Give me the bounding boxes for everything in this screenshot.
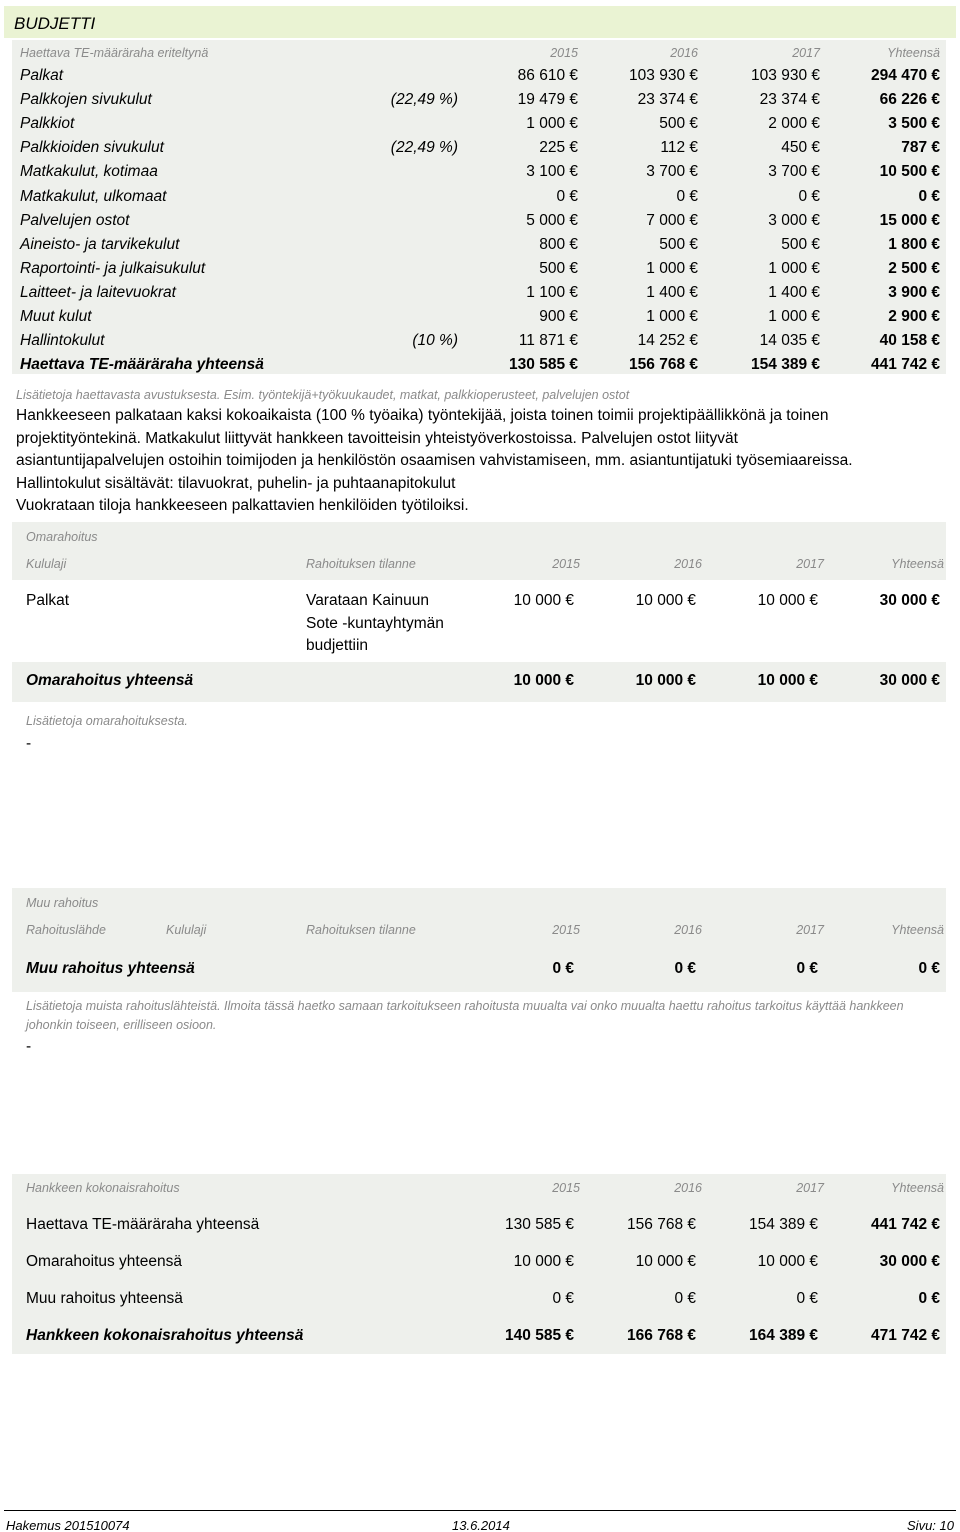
- oma-row-2017: 10 000 €: [757, 592, 818, 609]
- te-total-2017: 154 389 €: [751, 356, 820, 373]
- te-row-2017: 103 930 €: [751, 67, 820, 84]
- te-row-total: 3 500 €: [888, 115, 940, 133]
- te-row-total: 3 900 €: [888, 283, 940, 301]
- te-total-2016: 156 768 €: [629, 356, 698, 373]
- kok-row-2016: 10 000 €: [635, 1253, 696, 1270]
- te-row-2016: 14 252 €: [637, 332, 698, 350]
- te-info-text: [16, 405, 853, 518]
- muu-header-type: Kululaji: [166, 923, 207, 937]
- te-row: [12, 112, 946, 134]
- muu-info-box: [12, 992, 946, 1174]
- te-row-2016: 500 €: [659, 235, 698, 253]
- kok-header-2016: 2016: [674, 1181, 702, 1195]
- kok-total-2015: 140 585 €: [505, 1327, 574, 1344]
- te-total-sum: 441 742 €: [871, 356, 940, 373]
- te-row-2015: 1 000 €: [526, 115, 578, 133]
- te-row-2015: 500 €: [539, 259, 578, 277]
- kok-row-2015: 0 €: [552, 1290, 574, 1307]
- te-info-line: Hankkeeseen palkataan kaksi kokoaikaista (100 % työaika) työntekijää, joista toinen toimii projektipäällikkönä ja toinen: [16, 407, 829, 424]
- te-row-label: Aineisto- ja tarvikekulut: [20, 235, 180, 253]
- te-row-2016: 0 €: [676, 187, 698, 205]
- kok-total-label: Hankkeen kokonaisrahoitus yhteensä: [26, 1327, 304, 1344]
- footer-divider: [4, 1510, 956, 1511]
- te-row: [12, 185, 946, 207]
- muu-header-2015: 2015: [552, 923, 580, 937]
- oma-info-box: [12, 706, 946, 888]
- kok-header-2015: 2015: [552, 1181, 580, 1195]
- muu-total-2015: 0 €: [552, 960, 574, 977]
- te-row-percent: (22,49 %): [390, 91, 458, 109]
- te-info-line: projektityöntekinä. Matkakulut liittyvät hankkeen tavoitteisin yhteistyöverkostoissa. Palvelujen ostot liityvät: [16, 429, 738, 447]
- oma-total-2016: 10 000 €: [635, 672, 696, 689]
- kok-row-label: Omarahoitus yhteensä: [26, 1253, 182, 1270]
- omarahoitus-section: [12, 522, 946, 702]
- muu-section-label: Muu rahoitus: [26, 896, 99, 910]
- te-info-box: [12, 382, 946, 522]
- kokonaisrahoitus-section: [12, 1174, 946, 1354]
- te-row-2016: 23 374 €: [637, 91, 698, 109]
- muu-rahoitus-section: [12, 888, 946, 992]
- te-row-total: 294 470 €: [871, 67, 940, 84]
- te-header-total: Yhteensä: [887, 46, 940, 60]
- kok-row-2016: 0 €: [674, 1290, 696, 1307]
- te-row: [12, 305, 946, 327]
- te-row-2017: 14 035 €: [759, 332, 820, 350]
- te-row-2017: 23 374 €: [759, 91, 820, 109]
- oma-total-2015: 10 000 €: [513, 672, 574, 689]
- te-row-2017: 3 700 €: [768, 163, 820, 181]
- te-row-2017: 500 €: [781, 235, 820, 253]
- te-row: [12, 136, 946, 158]
- te-row-2015: 11 871 €: [518, 332, 578, 350]
- kok-row-label: Muu rahoitus yhteensä: [26, 1290, 183, 1307]
- te-row: [12, 257, 946, 279]
- te-header-2015: 2015: [550, 46, 578, 60]
- muu-total-2016: 0 €: [674, 960, 696, 977]
- kok-row-2017: 10 000 €: [757, 1253, 818, 1270]
- te-header-label: Haettava TE-määräraha eriteltynä: [20, 46, 209, 60]
- kok-row-2017: 0 €: [796, 1290, 818, 1307]
- oma-row-2016: 10 000 €: [635, 592, 696, 609]
- te-row: [12, 233, 946, 255]
- oma-status-line: Sote -kuntayhtymän: [306, 614, 444, 632]
- te-row-2016: 7 000 €: [646, 211, 698, 229]
- muu-header-total: Yhteensä: [891, 923, 944, 937]
- muu-info-hint: [26, 997, 904, 1035]
- te-row: [12, 281, 946, 303]
- te-row-2015: 225 €: [539, 139, 578, 157]
- te-row: [12, 160, 946, 182]
- kok-row-2017: 154 389 €: [749, 1216, 818, 1233]
- te-row-label: Palkkojen sivukulut: [20, 91, 152, 109]
- kok-total-2016: 166 768 €: [627, 1327, 696, 1344]
- te-row-percent: (22,49 %): [390, 139, 458, 157]
- oma-header-2017: 2017: [796, 557, 824, 571]
- oma-status-line: budjettiin: [306, 637, 369, 654]
- muu-info-hint-line: Lisätietoja muista rahoituslähteistä. Ilmoita tässä haetko samaan tarkoitukseen rahoitusta muualta vai onko muualta haettu rahoitus tarkoitus käyttää hankkeen: [26, 999, 904, 1013]
- te-row-total: 2 900 €: [888, 308, 940, 325]
- te-row-label: Palkkioiden sivukulut: [20, 139, 164, 157]
- te-row-2016: 1 400 €: [646, 283, 698, 301]
- te-header-2017: 2017: [792, 46, 820, 60]
- page-title: BUDJETTI: [14, 14, 96, 33]
- footer-page: Sivu: 10: [907, 1518, 954, 1532]
- te-row-2017: 1 400 €: [768, 283, 820, 301]
- muu-total-label: Muu rahoitus yhteensä: [26, 960, 195, 977]
- te-row-label: Palvelujen ostot: [20, 211, 130, 229]
- kok-total-2017: 164 389 €: [749, 1327, 818, 1344]
- te-row-2016: 1 000 €: [646, 259, 698, 277]
- kok-header-label: Hankkeen kokonaisrahoitus: [26, 1181, 180, 1195]
- muu-header-source: Rahoituslähde: [26, 923, 106, 937]
- te-row: [12, 209, 946, 231]
- te-row: [12, 88, 946, 110]
- te-row-2017: 0 €: [798, 187, 820, 205]
- oma-header-type: Kululaji: [26, 557, 67, 571]
- oma-total-sum: 30 000 €: [879, 672, 940, 689]
- te-row-total: 2 500 €: [888, 259, 940, 277]
- te-row-2016: 112 €: [660, 139, 698, 157]
- te-row-total: 1 800 €: [888, 235, 940, 253]
- te-row-2017: 2 000 €: [768, 115, 820, 133]
- te-row-2015: 3 100 €: [526, 163, 578, 181]
- te-row-2017: 3 000 €: [768, 211, 820, 229]
- muu-header-2016: 2016: [674, 923, 702, 937]
- te-row: [12, 329, 946, 351]
- te-row-total: 15 000 €: [879, 211, 940, 229]
- kok-row-total: 0 €: [918, 1290, 940, 1307]
- kok-header-total: Yhteensä: [891, 1181, 944, 1195]
- te-header-2016: 2016: [670, 46, 698, 60]
- te-row-2016: 3 700 €: [646, 163, 698, 181]
- te-row-2017: 1 000 €: [768, 308, 820, 325]
- oma-section-label: Omarahoitus: [26, 530, 98, 544]
- te-row-2015: 86 610 €: [517, 67, 578, 84]
- te-row-2015: 800 €: [539, 235, 578, 253]
- te-row-2016: 103 930 €: [629, 67, 698, 84]
- te-row-label: Matkakulut, ulkomaat: [20, 187, 167, 205]
- te-row-2017: 1 000 €: [768, 259, 820, 277]
- oma-info-hint: Lisätietoja omarahoituksesta.: [26, 714, 188, 728]
- te-row-label: Muut kulut: [20, 308, 92, 325]
- te-row-2015: 0 €: [556, 187, 578, 205]
- te-row: [12, 64, 946, 86]
- te-row-total: 40 158 €: [879, 332, 940, 350]
- te-total-2015: 130 585 €: [509, 356, 578, 373]
- oma-row-2015: 10 000 €: [513, 592, 574, 609]
- kok-row-total: 30 000 €: [879, 1253, 940, 1270]
- kok-row-label: Haettava TE-määräraha yhteensä: [26, 1216, 260, 1233]
- te-row-label: Matkakulut, kotimaa: [20, 163, 158, 181]
- te-row-percent: (10 %): [412, 332, 458, 350]
- te-info-line: Vuokrataan tiloja hankkeeseen palkattavien henkilöiden työtiloiksi.: [16, 497, 469, 514]
- oma-header-status: Rahoituksen tilanne: [306, 557, 416, 571]
- oma-header-2016: 2016: [674, 557, 702, 571]
- te-row-total: 787 €: [901, 139, 940, 157]
- kok-row-total: 441 742 €: [871, 1216, 940, 1233]
- section-title-bar: [4, 6, 956, 38]
- te-row-2016: 500 €: [659, 115, 698, 133]
- muu-header-2017: 2017: [796, 923, 824, 937]
- te-total-row: [12, 353, 946, 375]
- oma-row: [12, 580, 946, 662]
- oma-row-status: [306, 590, 444, 658]
- kok-row-2015: 10 000 €: [513, 1253, 574, 1270]
- te-row-2016: 1 000 €: [646, 308, 698, 325]
- te-row-total: 10 500 €: [879, 163, 940, 181]
- oma-total-2017: 10 000 €: [757, 672, 818, 689]
- muu-total-sum: 0 €: [918, 960, 940, 977]
- te-row-2015: 19 479 €: [517, 91, 578, 109]
- oma-header-total: Yhteensä: [891, 557, 944, 571]
- te-row-label: Palkkiot: [20, 115, 75, 133]
- te-row-2015: 5 000 €: [526, 211, 578, 229]
- te-row-label: Hallintokulut: [20, 332, 105, 350]
- te-total-label: Haettava TE-määräraha yhteensä: [20, 356, 264, 373]
- kok-row-2016: 156 768 €: [627, 1216, 696, 1233]
- oma-header-2015: 2015: [552, 557, 580, 571]
- te-row-total: 66 226 €: [879, 91, 940, 109]
- muu-header-status: Rahoituksen tilanne: [306, 923, 416, 937]
- muu-total-2017: 0 €: [796, 960, 818, 977]
- te-row-2015: 900 €: [539, 308, 578, 325]
- te-row-label: Palkat: [20, 67, 64, 84]
- te-info-line: asiantuntijapalvelujen ostoihin toimijoden ja henkilöstön osaamisen vahvistamiseen, mm. asiantuntijatuki työsemiaareissa.: [16, 452, 853, 469]
- footer-application-id: Hakemus 201510074: [6, 1518, 130, 1532]
- te-row-2017: 450 €: [781, 139, 820, 157]
- oma-row-type: Palkat: [26, 592, 70, 609]
- te-row-total: 0 €: [918, 187, 940, 205]
- oma-info-value: -: [26, 735, 32, 752]
- te-row-label: Laitteet- ja laitevuokrat: [20, 283, 176, 301]
- oma-status-line: Varataan Kainuun: [306, 592, 429, 609]
- oma-total-label: Omarahoitus yhteensä: [26, 672, 194, 689]
- muu-info-hint-line: johonkin toiseen, erilliseen osioon.: [26, 1018, 217, 1032]
- te-info-hint: Lisätietoja haettavasta avustuksesta. Esim. työntekijä+työkuukaudet, matkat, palkkioperusteet, palvelujen ostot: [16, 388, 630, 402]
- kok-header-2017: 2017: [796, 1181, 824, 1195]
- kok-row-2015: 130 585 €: [505, 1216, 574, 1233]
- muu-info-value: -: [26, 1038, 32, 1055]
- footer-date: 13.6.2014: [452, 1518, 510, 1532]
- oma-row-total: 30 000 €: [879, 592, 940, 609]
- te-row-label: Raportointi- ja julkaisukulut: [20, 259, 206, 277]
- te-info-line: Hallintokulut sisältävät: tilavuokrat, puhelin- ja puhtaanapitokulut: [16, 474, 456, 492]
- te-budget-table: [12, 40, 946, 374]
- te-row-2015: 1 100 €: [526, 283, 578, 301]
- kok-total-sum: 471 742 €: [871, 1327, 940, 1344]
